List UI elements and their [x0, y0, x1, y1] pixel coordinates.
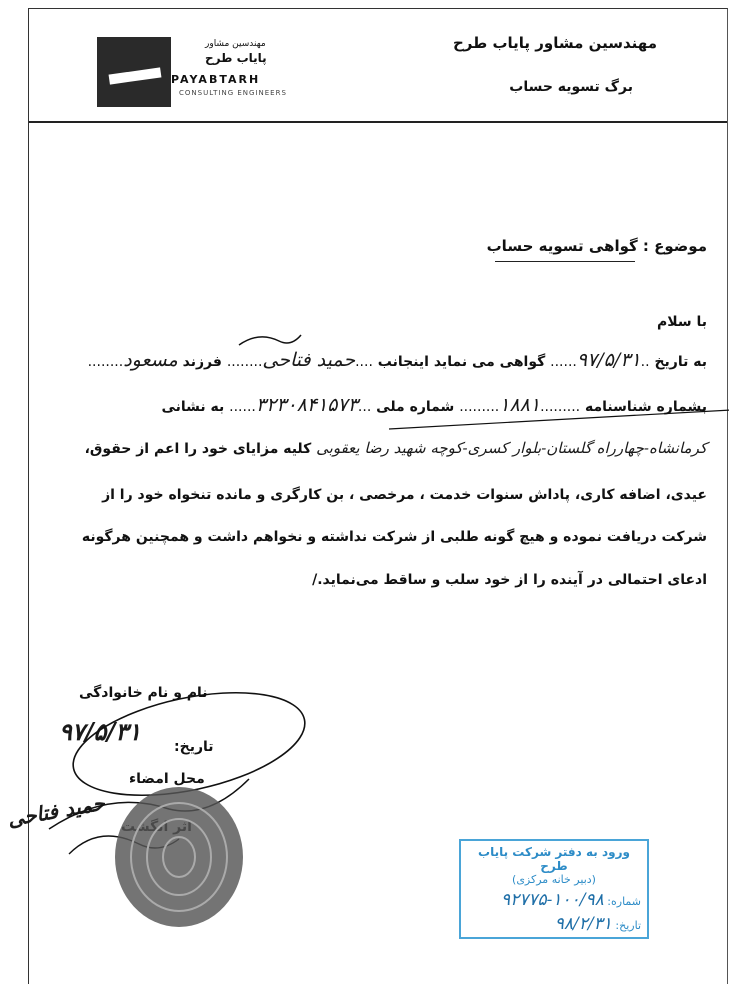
stamp-date-value: ۹۸/۲/۳۱	[554, 914, 612, 934]
signed-name: حمید فتاحی	[5, 790, 107, 832]
national-id: ۳۲۳۰۸۴۱۵۷۳	[255, 394, 358, 416]
date-value: ۹۷/۵/۳۱	[576, 349, 641, 371]
form-page	[5, 8, 728, 984]
name-label: نام و نام خانوادگی	[79, 685, 208, 701]
sign-date-value: ۹۷/۵/۳۱	[59, 717, 141, 746]
logo-text-fa: پایاب طرح	[205, 51, 267, 65]
certify-text: گواهی می نماید اینجانب	[377, 354, 546, 370]
body-line-6: ادعای احتمالی در آینده را از خود سلب و ساقط می‌نماید./	[312, 572, 707, 588]
national-id-label: شماره ملی	[376, 399, 455, 415]
date-label: به تاریخ	[654, 354, 707, 370]
pen-stroke	[389, 409, 729, 429]
sign-date-label: تاریخ:	[174, 739, 214, 755]
stamp-number-row	[467, 890, 641, 910]
stamp-title: ورود به دفتر شرکت پایاب طرح	[478, 845, 630, 873]
body-line-2: بشماره شناسنامه .........۱۸۸۱......... شماره ملی ...۳۲۳۰۸۴۱۵۷۳...... به نشانی	[161, 394, 707, 416]
thumbprint-icon	[115, 787, 243, 927]
body-line-4: عیدی، اضافه کاری، پاداش سنوات خدمت ، مرخصی ، بن کارگری و مانده تنخواه خود را از	[102, 487, 707, 503]
name-scribble	[239, 335, 301, 345]
greeting: با سلام	[656, 314, 707, 330]
benefits-text: کلیه مزایای خود را اعم از حقوق،	[84, 441, 312, 457]
stamp-subtitle: (دبیر خانه مرکزی)	[512, 873, 596, 886]
father-name: مسعود	[123, 349, 178, 371]
subject-line: موضوع : گواهی تسویه حساب	[486, 237, 707, 255]
company-name: مهندسین مشاور پایاب طرح	[452, 34, 657, 52]
logo-text-en: PAYABTARH	[171, 73, 261, 86]
stamp-number-value: ۱۰۰/۹۸-۹۲۷۷۵	[500, 890, 604, 910]
body-line-1: به تاریخ ..۹۷/۵/۳۱...... گواهی می نماید اینجانب ....حمید فتاحی........ فرزند مسعود........	[87, 349, 707, 371]
id-label: بشماره شناسنامه	[585, 399, 707, 415]
address-value: کرمانشاه-چهارراه گلستان-بلوار کسری-کوچه شهید رضا یعقوبی	[316, 439, 707, 457]
stamp-date-label: تاریخ:	[615, 919, 641, 932]
stamp-number-label: شماره:	[607, 895, 641, 908]
form-title: برگ تسویه حساب	[509, 79, 633, 95]
logo-subtitle: CONSULTING ENGINEERS	[179, 89, 287, 97]
address-label: به نشانی	[161, 399, 225, 415]
stamp-date-row	[467, 914, 641, 934]
signature-label: محل امضاء	[129, 771, 205, 787]
body-line-5: شرکت دریافت نموده و هیچ گونه طلبی از شرکت نداشته و نخواهم داشت و همچنین هرگونه	[81, 529, 707, 545]
employee-name: حمید فتاحی	[262, 349, 356, 371]
logo-text-small: مهندسین مشاور	[205, 39, 266, 49]
id-number: ۱۸۸۱	[499, 394, 541, 416]
father-label: فرزند	[182, 354, 222, 370]
registry-stamp	[459, 839, 649, 939]
